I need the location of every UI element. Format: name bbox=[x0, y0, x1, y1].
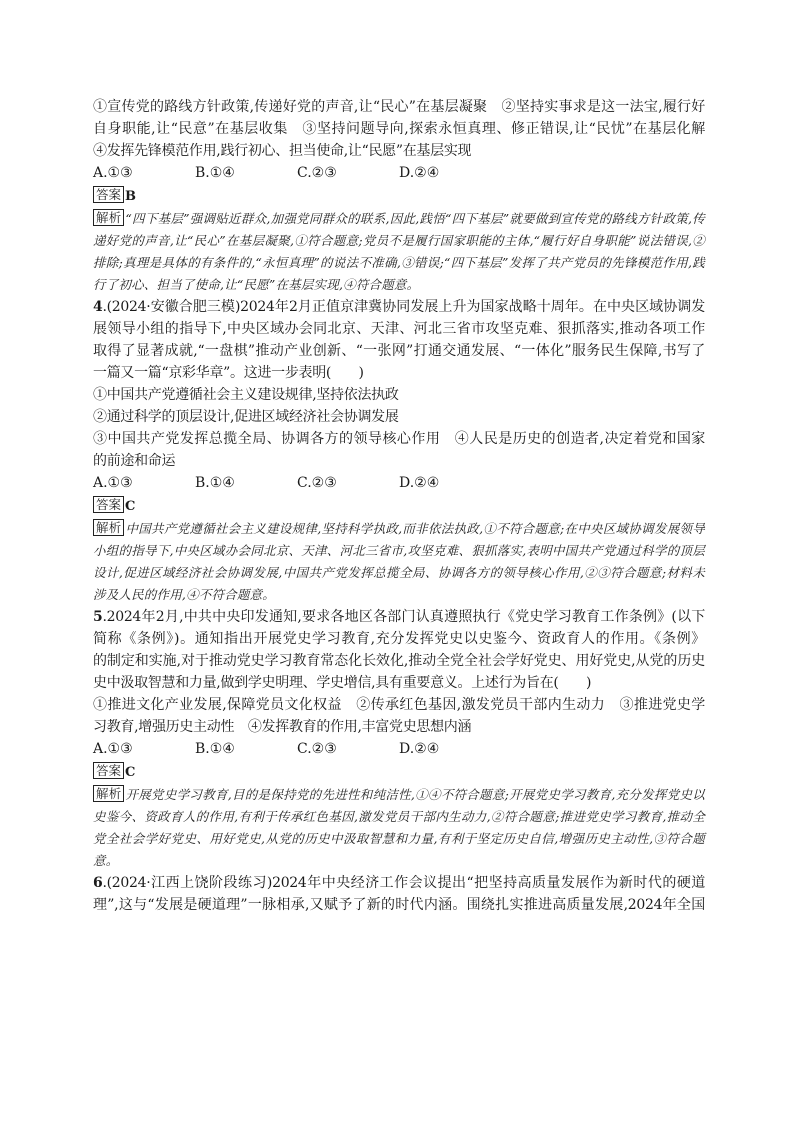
q3-analysis-text: “四下基层”强调贴近群众,加强党同群众的联系,因此,践悟“四下基层”就要做到宣传党的路线方针政策,传递好党的声音,让“民心”在基层凝聚,①符合题意;党员不是履行国家职能的主体,“履行好自身职能”说法错误,②排除;真理是具体的有条件的,“永恒真理”的说法不准确,③错误;“四下基层”发挥了共产党员的先锋模范作用,践行了初心、担当了使命,让“民愿”在基层实现,④符合题意。 bbox=[93, 211, 705, 292]
q4-choices bbox=[93, 472, 705, 494]
q4-stem-line-2: 展领导小组的指导下,中央区域办会同北京、天津、河北三省市攻坚克难、狠抓落实,推动各项工作 bbox=[93, 321, 705, 337]
q5-stem-line-1: 5.2024年2月,中共中央印发通知,要求各地区各部门认真遵照执行《党史学习教育工作条例》(以下 bbox=[93, 609, 705, 625]
q5-answer bbox=[93, 762, 705, 784]
q5-option-line-2: 习教育,增强历史主动性 ④发挥教育的作用,丰富党史思想内涵 bbox=[93, 719, 472, 735]
q3-choice-c: C.②③ bbox=[297, 165, 337, 181]
q4-choice-b: B.①④ bbox=[195, 475, 235, 491]
q3-choice-a: A.①③ bbox=[93, 165, 133, 181]
q4-stem-line-1: 4.(2024·安徽合肥三模)2024年2月正值京津冀协同发展上升为国家战略十周年。在中央区域协调发 bbox=[93, 299, 705, 315]
q4-option-line-2: ②通过科学的顶层设计,促进区域经济社会协调发展 bbox=[93, 409, 399, 425]
q4-choice-d: D.②④ bbox=[399, 475, 440, 491]
q5-choices bbox=[93, 738, 705, 760]
q5-choice-d: D.②④ bbox=[399, 741, 440, 757]
q5-choice-a: A.①③ bbox=[93, 741, 133, 757]
q3-choice-d: D.②④ bbox=[399, 165, 440, 181]
question-6 bbox=[93, 872, 705, 916]
q4-stem-line-4: 一篇又一篇“京彩华章”。这进一步表明( ) bbox=[93, 365, 364, 381]
q6-number: 6 bbox=[93, 875, 103, 891]
question-3 bbox=[93, 96, 705, 296]
q5-option-line-1: ①推进文化产业发展,保障党员文化权益 ②传承红色基因,激发党员干部内生动力 ③推进党史学 bbox=[93, 697, 705, 713]
q4-option-line-3: ③中国共产党发挥总揽全局、协调各方的领导核心作用 ④人民是历史的创造者,决定着党和国家 bbox=[93, 431, 705, 447]
page-content bbox=[93, 96, 705, 916]
q4-choice-a: A.①③ bbox=[93, 475, 133, 491]
q3-option-line-1: ①宣传党的路线方针政策,传递好党的声音,让“民心”在基层凝聚 ②坚持实事求是这一法宝,履行好 bbox=[93, 99, 705, 115]
q5-choice-c: C.②③ bbox=[297, 741, 337, 757]
q5-answer-value: C bbox=[125, 765, 136, 780]
q4-answer bbox=[93, 496, 705, 518]
q3-analysis bbox=[93, 208, 705, 296]
q5-stem-line-3: 的制定和实施,对于推动党史学习教育常态化长效化,推动全党全社会学好党史、用好党史,从党的历史 bbox=[93, 653, 705, 669]
q5-analysis-text: 开展党史学习教育,目的是保持党的先进性和纯洁性,①④不符合题意;开展党史学习教育,充分发挥党史以史鉴今、资政育人的作用,有利于传承红色基因,激发党员干部内生动力,②符合题意;推进党史学习教育,推动全党全社会学好党史、用好党史,从党的历史中汲取智慧和力量,有利于坚定历史自信,增强历史主动性,③符合题意。 bbox=[93, 787, 705, 868]
q4-analysis-text: 中国共产党遵循社会主义建设规律,坚持科学执政,而非依法执政,①不符合题意;在中央区域协调发展领导小组的指导下,中央区域办会同北京、天津、河北三省市,攻坚克难、狠抓落实,表明中国共产党通过科学的顶层设计,促进区域经济社会协调发展,中国共产党发挥总揽全局、协调各方的领导核心作用,②③符合题意;材料未涉及人民的作用,④不符合题意。 bbox=[93, 521, 705, 602]
answer-tag: 答案 bbox=[93, 496, 124, 513]
q3-answer-value: B bbox=[125, 189, 137, 204]
answer-tag: 答案 bbox=[93, 186, 124, 203]
q6-stem-line-2: 理”,这与“发展是硬道理”一脉相承,又赋予了新的时代内涵。围绕扎实推进高质量发展,2024年全国 bbox=[93, 897, 705, 913]
q4-number: 4 bbox=[93, 299, 103, 315]
q4-analysis bbox=[93, 518, 705, 606]
analysis-tag: 解析 bbox=[93, 519, 124, 536]
q3-option-line-2: 自身职能,让“民意”在基层收集 ③坚持问题导向,探索永恒真理、修正错误,让“民忧”在基层化解 bbox=[93, 121, 705, 137]
q3-option-line-3: ④发挥先锋模范作用,践行初心、担当使命,让“民愿”在基层实现 bbox=[93, 143, 472, 159]
q6-stem-line-1: 6.(2024·江西上饶阶段练习)2024年中央经济工作会议提出“把坚持高质量发展作为新时代的硬道 bbox=[93, 875, 705, 891]
q4-stem-line-3: 取得了显著成就,“一盘棋”推动产业创新、“一张网”打通交通发展、“一体化”服务民生保障,书写了 bbox=[93, 343, 705, 359]
q3-choices bbox=[93, 162, 705, 184]
q5-analysis bbox=[93, 784, 705, 872]
analysis-tag: 解析 bbox=[93, 209, 124, 226]
question-5 bbox=[93, 606, 705, 872]
q4-answer-value: C bbox=[125, 499, 136, 514]
q4-option-line-1: ①中国共产党遵循社会主义建设规律,坚持依法执政 bbox=[93, 387, 399, 403]
q3-answer bbox=[93, 186, 705, 208]
analysis-tag: 解析 bbox=[93, 785, 124, 802]
q5-stem-line-4: 史中汲取智慧和力量,做到学史明理、学史增信,具有重要意义。上述行为旨在( ) bbox=[93, 675, 592, 691]
q3-choice-b: B.①④ bbox=[195, 165, 235, 181]
answer-tag: 答案 bbox=[93, 762, 124, 779]
q4-option-line-4: 的前途和命运 bbox=[93, 453, 176, 469]
q5-stem-line-2: 简称《条例》)。通知指出开展党史学习教育,充分发挥党史以史鉴今、资政育人的作用。《条例》 bbox=[93, 631, 705, 647]
q5-number: 5 bbox=[93, 609, 103, 625]
q5-choice-b: B.①④ bbox=[195, 741, 235, 757]
q4-choice-c: C.②③ bbox=[297, 475, 337, 491]
question-4 bbox=[93, 296, 705, 606]
